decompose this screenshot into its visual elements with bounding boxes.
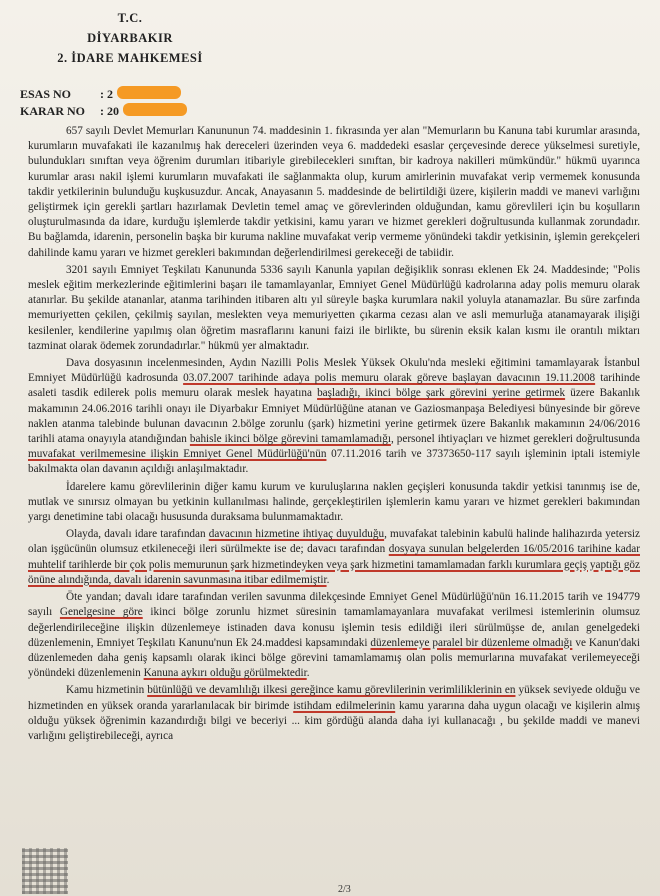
header-line-3: 2. İDARE MAHKEMESİ	[57, 51, 203, 65]
esas-row	[20, 86, 187, 103]
underlined-text: başladığı, ikinci bölge şark görevini yerine getirmek	[317, 387, 566, 400]
court-header	[30, 8, 230, 68]
page-number: 2/3	[338, 884, 351, 895]
paragraph-text: üzere Bakanlık makamının 24.06.2016 tarihli onayı ile Diyarbakır Emniyet Müdürlüğüne atanan ve Gaziosmanpaşa Belediyesi bünyesinde bir göreve naklen atanma talebinde bulunan davacının 2.bölge zorunlu (şark) hizmetini yerine getirmek üzere Bakanlık makamının 24/06/2016 tarihli atama onayıyla atandığından	[28, 387, 640, 446]
document-body	[28, 124, 640, 746]
underlined-text: muvafakat verilmemesine ilişkin Emniyet Genel Müdürlüğü'nün	[28, 448, 327, 461]
underlined-text: davacının hizmetine ihtiyaç duyulduğu	[208, 528, 385, 541]
paragraph-text: tarihinde asaleti tasdik edilerek polis memuru olarak meslek hayatına	[28, 372, 640, 400]
underlined-text: Kanuna aykırı olduğu görülmektedir	[143, 667, 307, 680]
karar-label: KARAR NO	[20, 104, 85, 118]
underlined-text: bahisle ikinci bölge görevini tamamlamadığı	[189, 433, 391, 446]
paragraph-text: .	[306, 667, 310, 680]
redaction-mark	[117, 86, 181, 99]
paragraph-4	[28, 480, 640, 526]
paragraph-text: ikinci bölge zorunlu hizmet süresinin tamamlamayanlara muvafakat verilmesi istemlerinin olumsuz değerlendirileceğine ilişkin düzenlemeye istinaden dava konusu işlemin tesis edildiği ileri sürülmüşse de, anılan genelgedeki düzenlemenin, Emniyet Teşkilatı Kanunu'nun Ek 24.maddesi kapsamındaki	[28, 606, 640, 649]
paragraph-text: , personel ihtiyaçları ve hizmet gerekleri doğrultusunda	[390, 433, 640, 446]
paragraph-text: Dava dosyasının incelenmesinden, Aydın Nazilli Polis Meslek Yüksek Okulu'nda mesleki eğitimini tamamlayarak İstanbul Emniyet Müdürlüğü kadrosunda	[28, 357, 640, 385]
header-line-2: DİYARBAKIR	[87, 31, 173, 45]
underlined-text: istihdam edilmelerinin	[293, 699, 396, 712]
paragraph-2	[28, 263, 640, 354]
underlined-text: 03.07.2007 tarihinde adaya polis memuru olarak göreve başlayan davacının 19.11.2008	[183, 372, 596, 385]
paragraph-text: Kamu hizmetinin	[66, 684, 148, 697]
paragraph-7	[28, 683, 640, 744]
paragraph-6	[28, 590, 640, 681]
paragraph-text: Olayda, davalı idare tarafından	[66, 528, 209, 541]
paragraph-text: 3201 sayılı Emniyet Teşkilatı Kanununda 5336 sayılı Kanunla yapılan değişiklik sonrası eklenen Ek 24. Maddesinde; "Polis meslek eğitim merkezlerinde eğitimlerini başarı ile tamamlayanlar, Emniyet Genel Müdürlüğü kadrolarına aday polis memuru olarak atanırlar. Bu şekilde atananlar, atanma tarihinden itibaren altı yıl süreyle başka kurumlara nakil yoluyla atanamazlar. Bu süre zarfında memuriyetten çekilen, çekilmiş sayılan, meslekten veya memuriyetten çıkarma cezası alan ve asli memurluğa atanamayarak ilişiği kesilenler, kendilerine yapılmış olan öğretim masraflarını kanuni faizi ile birlikte, bu sürenin eksik kalan kısmı ile orantılı miktarı tazminat olarak ödemek zorundadırlar." hükmü yer almaktadır.	[28, 263, 640, 352]
paragraph-text: ve Kanun'daki düzenlemeden daha geniş kapsamlı olarak ikinci bölge görevini tamamlamamış olan polis memurlarına muvafakat verilemeyeceği yönündeki düzenlemenin	[28, 636, 640, 680]
paragraph-text: , muvafakat talebinin kabulü halinde halihazırda yetersiz olan işgücünün olumsuz etkileneceği ileri sürülmekte ise de; davacı tarafından	[28, 528, 640, 556]
underlined-text: bütünlüğü ve devamlılığı ilkesi gereğince kamu görevlilerinin verimliliklerinin en	[147, 684, 516, 697]
karar-value: : 20	[100, 104, 119, 118]
paragraph-text: kamu yararına daha uygun olacağı ve kişilerin almış olduğu yüksek öğrenimin kazandırdığı bilgi ve beceriyi ... kim gördüğü alanda daha iyi kullanacağı , bu şekilde maddi ve manevi varlığını geliştirebileceği, ayrıca	[28, 699, 640, 742]
case-references	[20, 86, 187, 120]
paragraph-text: Öte yandan; davalı idare tarafından verilen savunma dilekçesinde Emniyet Genel Müdürlüğü'nün 16.11.2015 tarih ve 194779 sayılı	[28, 591, 640, 619]
underlined-text: dosyaya sunulan belgelerden 16/05/2016 tarihine kadar muhtelif tarihlerde bir çok polis memurunun şark hizmetindeyken veya şark hizmetini tamamlamadan farklı kurumlara geçiş yaptığı göz önüne alındığında, davalı idarenin savunmasına itibar edilmemiştir	[28, 543, 640, 586]
paragraph-text: İdarelere kamu görevlilerinin diğer kamu kurum ve kuruluşlarına naklen geçişleri konusunda takdir yetkisi tanınmış ise de, mutlak ve sınırsız olmayan bu yetkinin kullanılması halinde, gerçekleştirilen işlemlerin kamu yararı ve hizmet gerekleri bakımından yargı denetimine tabi olacağı hususunda duraksama bulunmamaktadır.	[28, 480, 640, 524]
header-line-1: T.C.	[117, 11, 143, 25]
paragraph-text: yüksek seviyede olduğu ve hizmetinden en yüksek oranda yararlanılacak bir birimde	[28, 684, 640, 712]
barcode-stamp	[22, 848, 68, 894]
paragraph-text: .	[326, 573, 330, 586]
underlined-text: düzenlemeye paralel bir düzenleme olmadığı	[370, 636, 573, 649]
esas-value: : 2	[100, 87, 113, 101]
esas-label: ESAS NO	[20, 87, 72, 101]
paragraph-text: 07.11.2016 tarih ve 37373650-117 sayılı işleminin iptali istemiyle bakılmakta olan davanın açıldığı anlaşılmaktadır.	[28, 448, 640, 476]
paragraph-5	[28, 527, 640, 588]
underlined-text: Genelgesine göre	[59, 606, 143, 619]
paragraph-3	[28, 356, 640, 478]
paragraph-text: 657 sayılı Devlet Memurları Kanununun 74. maddesinin 1. fıkrasında yer alan "Memurların bu Kanuna tabi kurumlar arasında, kurumların muvafakati ile kazanılmış hak dereceleri üzerinden veya 6. maddedeki esaslar çerçevesinde derece yükselmesi suretiyle, bulundukları sınıftan veya öğrenim durumları itibariyle girebilecekleri sınıftan, bir kadroya nakilleri mümkündür." hükmü uyarınca kurumlar arası nakil işlemi kurumların muvafakati ile sağlanmakta olup, kurum amirlerinin muvafakat verip vermemek konusunda takdir yetkilerinin bulunduğu kuşkusuzdur. Ancak, Anayasanın 5. maddesinde de belirtildiği üzere, kişilerin maddi ve manevi varlığını geliştirmek için gerekli şartları hazırlamak Devletin temel amaç ve görevlerinden olduğundan, kamu görevlileri için bu koşulların oluşturulmasında da idare, kurduğu işlemlerde takdir yetkisini, kamu yararı ve hizmet gerekleri doğrultusunda kullanmak zorundadır. Bu bağlamda, idarenin, personelin başka bir kuruma nakline muvafakat verip vermeme yönündeki takdir yetkisinin, işlemin gerekçeleri dahilinde kamu yararı ve hizmet gerekleri bakımından değerlendirilmesi gerekeceği de tabiidir.	[28, 125, 640, 259]
redaction-mark	[123, 103, 187, 116]
karar-row	[20, 103, 187, 120]
paragraph-1	[28, 124, 640, 261]
